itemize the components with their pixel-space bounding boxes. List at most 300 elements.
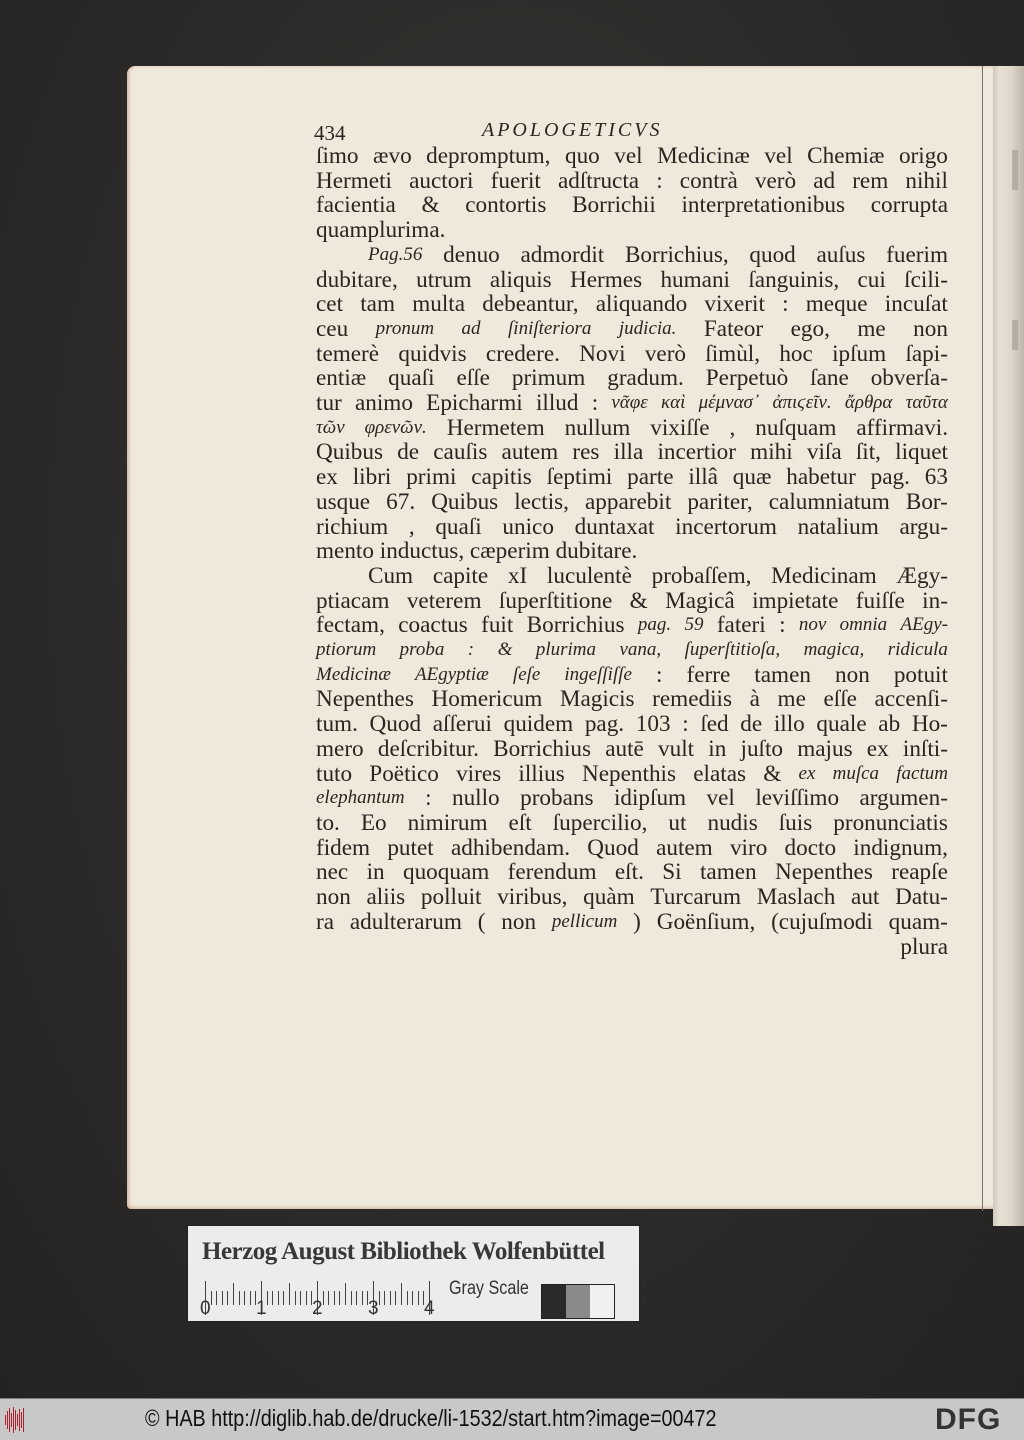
word: vel [764, 143, 793, 169]
word: interpretationibus [681, 192, 846, 219]
word: nimirum [407, 809, 488, 836]
word: 103 [635, 711, 671, 738]
word: luculentè [546, 562, 632, 589]
word: humani [660, 266, 731, 293]
word: aliquando [595, 291, 688, 318]
word: ipſum [832, 340, 887, 367]
text-line [316, 366, 948, 391]
word: Datu- [895, 884, 948, 911]
word: tuto [316, 760, 353, 787]
word: & [763, 760, 782, 787]
running-title: APOLOGETICVS [482, 119, 663, 141]
word: elatas [693, 760, 747, 787]
word: calumniatum [768, 488, 890, 515]
word: quaſi [435, 513, 482, 540]
word: ſcili- [904, 266, 948, 293]
text-segment: plura [900, 933, 948, 960]
word: pag. [637, 614, 672, 636]
word: nullo [451, 785, 500, 812]
word: depromptum, [426, 143, 551, 169]
ruler-number: 1 [256, 1298, 267, 1319]
word: me [777, 686, 806, 713]
word: judicia. [618, 317, 677, 339]
word: : [656, 661, 663, 688]
word: ſimùl, [705, 340, 761, 367]
word: : [682, 711, 689, 738]
word: Maslach [756, 884, 836, 911]
word: 59 [684, 614, 704, 636]
word: docto [784, 834, 837, 861]
word: vel [706, 785, 735, 812]
word: AEgyptiæ [414, 663, 489, 685]
word: cet [316, 291, 344, 318]
word: usque [316, 488, 371, 515]
word: ſuperſtitione [498, 587, 613, 614]
word: elephantum [316, 787, 405, 809]
word: gradum. [607, 365, 684, 392]
word: in- [922, 587, 948, 614]
ruler-number: 3 [368, 1298, 379, 1319]
word: fateri [716, 612, 766, 639]
word: Quod [587, 834, 639, 861]
text-line [316, 317, 948, 342]
word: dubitare, [316, 266, 398, 293]
word: potuit [893, 661, 948, 688]
word: Magicâ [665, 587, 735, 614]
word: aſſerui [432, 711, 492, 738]
word: illud [535, 390, 579, 417]
word: Borrichius [526, 612, 625, 639]
word: ſupercilio, [552, 809, 648, 836]
word: ad [461, 317, 481, 339]
ruler-number: 0 [200, 1298, 211, 1319]
word: non [501, 908, 537, 935]
word: ferre [686, 661, 731, 688]
word: 67. [386, 488, 416, 515]
word: adſtructa [557, 167, 640, 194]
word: admordit [520, 241, 605, 268]
word: τῶν [316, 416, 345, 438]
word: reapſe [891, 859, 948, 886]
word: deſcribitur. [377, 735, 479, 762]
bleed-through [1012, 150, 1018, 190]
word: me [857, 315, 886, 342]
footer-bar [0, 1398, 1024, 1440]
word: quam- [888, 908, 948, 935]
word: nihil [905, 167, 948, 194]
word: adhibendam. [450, 834, 571, 861]
word: argu- [899, 513, 948, 540]
word: & [421, 192, 440, 219]
word: accenſi- [874, 686, 948, 713]
text-segment: quamplurima. [316, 217, 446, 244]
word: mero [316, 735, 364, 762]
word: xI [507, 562, 528, 589]
word: origo [898, 143, 948, 169]
word: to. [316, 809, 340, 836]
word: ridicula [887, 639, 948, 661]
text-line [316, 860, 948, 885]
word: viſa [806, 439, 842, 466]
word: credere. [485, 340, 560, 367]
word: temerè [316, 340, 380, 367]
text-line [316, 342, 948, 367]
word: Novi [579, 340, 626, 367]
word: καὶ [661, 392, 686, 414]
word: animo [354, 390, 413, 417]
text-line [316, 663, 948, 688]
word: verò [754, 167, 797, 194]
word: pronunciatis [833, 809, 948, 836]
word: fuiſſe [855, 587, 905, 614]
word: : [782, 291, 789, 318]
ruler-number: 4 [424, 1298, 435, 1319]
text-line [316, 465, 948, 490]
word: Si [662, 859, 682, 886]
page-number: 434 [314, 121, 346, 145]
word: hoc [779, 340, 813, 367]
text-line [316, 539, 948, 564]
word: quidvis [398, 340, 467, 367]
word: illâ [688, 464, 718, 491]
word: Perpetuò [705, 365, 789, 392]
text-line [316, 762, 948, 787]
word: incertorum [675, 513, 777, 540]
word: Ægy- [896, 562, 948, 589]
word: lectis, [514, 488, 569, 515]
word: proba [399, 639, 445, 661]
word: argumen- [859, 785, 948, 812]
text-line [316, 613, 948, 638]
word: viribus, [497, 884, 568, 911]
word: ad [813, 167, 836, 194]
word: inſti- [902, 735, 948, 762]
word: illo [773, 711, 805, 738]
word: tamen [699, 859, 757, 886]
text-line [316, 589, 948, 614]
word: tur [316, 390, 342, 417]
word: ferendum [507, 859, 597, 886]
word: ſiniſteriora [508, 317, 592, 339]
page-text [316, 118, 948, 959]
word: Quibus [431, 488, 499, 515]
text-line [316, 564, 948, 589]
word: vana, [619, 639, 662, 661]
library-name: Herzog August Bibliothek Wolfenbüttel [202, 1238, 605, 1265]
word: corrupta [870, 192, 948, 219]
word: tamen [754, 661, 811, 688]
word: autē [605, 735, 644, 762]
word: affirmavi. [856, 414, 948, 441]
word: ſeſe [512, 663, 541, 685]
text-line [316, 243, 948, 268]
word: ra [316, 908, 335, 935]
word: & [497, 639, 513, 661]
word: plurima [535, 639, 596, 661]
word: quàm [583, 884, 635, 911]
word: ptiacam [316, 587, 390, 614]
word: pariter, [687, 488, 753, 515]
word: de [397, 439, 420, 466]
word: ſanguinis, [748, 266, 840, 293]
word: Borrichius, [624, 241, 729, 268]
word: Medicinæ [316, 663, 391, 685]
word: coactus [398, 612, 468, 639]
word: tam [360, 291, 396, 318]
text-line [316, 687, 948, 712]
text-line [316, 292, 948, 317]
word: quaſi [388, 365, 435, 392]
word: adulterarum [349, 908, 462, 935]
running-head [316, 118, 948, 144]
word: nec [316, 859, 349, 886]
word: quale [816, 711, 867, 738]
word: νᾶφε [611, 392, 648, 414]
word: Hermetem [446, 414, 545, 441]
word: à [749, 686, 760, 713]
word: magica, [803, 639, 865, 661]
word: fuerim [886, 241, 948, 268]
word: fidem [316, 834, 371, 861]
word: Magicis [559, 686, 635, 713]
text-line [316, 935, 948, 960]
word: φρενῶν. [364, 416, 427, 438]
word: eſſe [456, 365, 490, 392]
word: ſed [700, 711, 729, 738]
word: richium [316, 513, 389, 540]
word: ævo [373, 143, 412, 169]
word: tum. [316, 711, 358, 738]
word: autem [501, 439, 559, 466]
word: pag. [584, 711, 625, 738]
word: auſus [816, 241, 866, 268]
text-line [316, 416, 948, 441]
word: Turcarum [650, 884, 742, 911]
copyright-url[interactable]: © HAB http://diglib.hab.de/drucke/li-1532/start.htm?image=00472 [145, 1405, 717, 1431]
word: omnia [839, 614, 888, 636]
word: Nepenthis [581, 760, 677, 787]
word: juſto [740, 735, 784, 762]
word: auctori [409, 167, 474, 194]
word: (cujuſmodi [771, 908, 873, 935]
word: ſeptimi [546, 464, 613, 491]
gray-swatch [566, 1285, 590, 1318]
word: AEgy- [900, 614, 948, 636]
gray-swatch [542, 1285, 566, 1318]
word: capitis [471, 464, 532, 491]
word: : [425, 785, 432, 812]
word: impietate [752, 587, 839, 614]
word: Epicharmi [426, 390, 523, 417]
word: Poëtico [369, 760, 439, 787]
word: muſca [832, 762, 880, 784]
word: 63 [924, 464, 948, 491]
word: incertior [657, 439, 736, 466]
word: nudis [707, 809, 758, 836]
word: Medicinæ [657, 143, 750, 169]
word: , [729, 414, 736, 441]
word: fectam, [316, 612, 385, 639]
word: verò [644, 340, 687, 367]
word: apparebit [585, 488, 672, 515]
word: incuſat [884, 291, 948, 318]
word: Eo [360, 809, 387, 836]
dfg-logo: DFG [935, 1403, 1002, 1436]
word: unico [502, 513, 554, 540]
word: : [467, 639, 475, 661]
bleed-through [1012, 320, 1018, 350]
word: μέμνασ᾽ [698, 392, 760, 414]
text-line [316, 169, 948, 194]
word: Nepenthes [316, 686, 414, 713]
hab-logo-icon [5, 1407, 25, 1433]
word: ptiorum [316, 639, 377, 661]
word: fuerit [490, 167, 541, 194]
gray-scale-swatches [541, 1284, 615, 1319]
word: non [835, 661, 870, 688]
text-line [316, 910, 948, 935]
word: meque [805, 291, 868, 318]
word: in [708, 735, 727, 762]
word: primum [511, 365, 586, 392]
word: ceu [316, 315, 349, 342]
word: de [740, 711, 763, 738]
word: & [629, 587, 648, 614]
word: : [591, 390, 599, 417]
word: Ho- [911, 711, 948, 738]
word: fuit [481, 612, 514, 639]
word: denuo [443, 241, 500, 268]
word: majus [797, 735, 853, 762]
word: mihi [750, 439, 793, 466]
word: probaſſem, [651, 562, 752, 589]
text-line [316, 218, 948, 243]
word: Hermeti [316, 167, 392, 194]
word: ſuis [778, 809, 813, 836]
word: quo [564, 143, 600, 169]
word: non [316, 884, 351, 911]
text-line [316, 490, 948, 515]
word: remediis [652, 686, 733, 713]
word: ſapi- [905, 340, 948, 367]
word: vires [456, 760, 502, 787]
text-line [316, 885, 948, 910]
text-line [316, 836, 948, 861]
word: ſane [810, 365, 849, 392]
facing-page-edge [993, 66, 1024, 1226]
word: contrà [679, 167, 738, 194]
word: capite [432, 562, 489, 589]
text-line [316, 268, 948, 293]
word: non [913, 315, 948, 342]
word: ſuperſtitioſa, [684, 639, 781, 661]
word: obverſa- [870, 365, 948, 392]
word: cui [857, 266, 886, 293]
word: utrum [416, 266, 472, 293]
text-line [316, 786, 948, 811]
word: vixerit [704, 291, 765, 318]
word: Hermes [570, 266, 643, 293]
word: contortis [465, 192, 547, 219]
word: ἄρθρα [844, 392, 893, 414]
word: res [572, 439, 600, 466]
word: vixiſſe [650, 414, 710, 441]
word: autem [656, 834, 713, 861]
word: ταῦτα [905, 392, 948, 414]
word: ex [798, 762, 816, 784]
word: Homericum [431, 686, 543, 713]
word: probans [520, 785, 594, 812]
word: ſimo [316, 143, 359, 169]
word: ἀπιϛεῖν. [772, 392, 832, 414]
word: natalium [797, 513, 879, 540]
word: Fateor [703, 315, 764, 342]
word: habetur [786, 464, 856, 491]
word: Nepenthes [775, 859, 873, 886]
ruler-number: 2 [312, 1298, 323, 1319]
word: vult [658, 735, 695, 762]
word: Goënſium, [656, 908, 756, 935]
word: nuſquam [755, 414, 837, 441]
word: debeantur, [482, 291, 579, 318]
word: Chemiæ [807, 143, 885, 169]
text-line [316, 144, 948, 169]
word: : [656, 167, 663, 194]
word: putet [387, 834, 434, 861]
text-line [316, 440, 948, 465]
library-label-card [188, 1226, 639, 1321]
text-lines [316, 144, 948, 959]
word: entiæ [316, 365, 367, 392]
word: Borrichius [493, 735, 592, 762]
text-line [316, 193, 948, 218]
word: illa [613, 439, 644, 466]
word: pellicum [551, 910, 618, 932]
word: quoquam [402, 859, 490, 886]
gray-swatch [590, 1285, 614, 1318]
word: ) [633, 908, 641, 935]
text-line [316, 515, 948, 540]
word: quod [749, 241, 796, 268]
word: polluit [420, 884, 482, 911]
word: multa [412, 291, 466, 318]
word: nov [798, 614, 827, 636]
word: ut [668, 809, 687, 836]
text-line [316, 391, 948, 416]
word: libri [352, 464, 392, 491]
word: cauſis [433, 439, 488, 466]
word: pag. [870, 464, 910, 491]
word: Borrichii [572, 192, 656, 219]
word: eſſe [823, 686, 857, 713]
word: aut [851, 884, 880, 911]
word: leviſſimo [755, 785, 840, 812]
word: eſt [508, 809, 532, 836]
word: , [408, 513, 415, 540]
word: Medicinam [771, 562, 877, 589]
word: illius [518, 760, 565, 787]
word: Quod [369, 711, 422, 738]
word: viro [729, 834, 768, 861]
text-line [316, 638, 948, 663]
word: rem [852, 167, 889, 194]
word: quidem [503, 711, 574, 738]
word: ab [878, 711, 901, 738]
word: ego, [790, 315, 830, 342]
word: pronum [375, 317, 435, 339]
ruler-numbers [200, 1298, 460, 1322]
text-line [316, 737, 948, 762]
